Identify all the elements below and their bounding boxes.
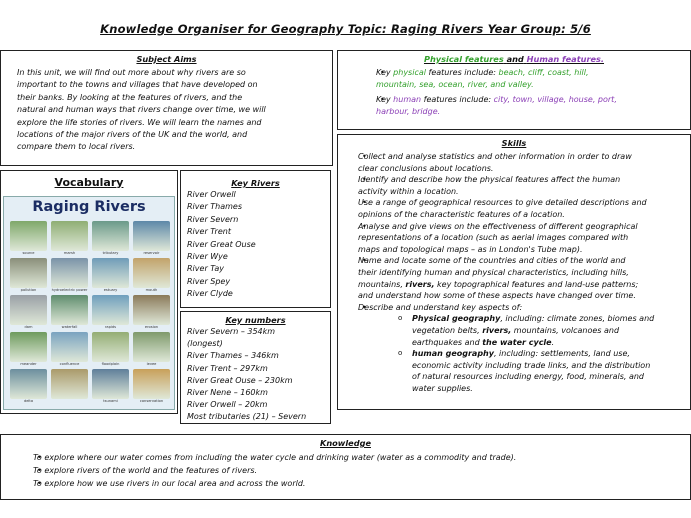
knowledge-heading: Knowledge (320, 438, 371, 448)
vocabulary-picture-tile (51, 221, 88, 251)
river-item: River Thames (187, 202, 243, 212)
raging-rivers-poster (3, 196, 175, 410)
skill-sub-item-human: o human geography, including: settlements, land use, economic activity including trade links, and the distribution of natural resources including energy, food, minerals, and water supplies. (412, 348, 691, 394)
vocabulary-tile-label: mouth (145, 288, 158, 292)
vocabulary-tile-label: levee (146, 362, 157, 366)
number-item: River Severn – 354km (187, 327, 276, 336)
vocabulary-picture-tile (92, 258, 129, 288)
vocabulary-picture-tile (10, 332, 47, 362)
river-item: River Spey (187, 276, 231, 286)
river-item: River Severn (187, 214, 239, 224)
vocabulary-picture-tile (92, 332, 129, 362)
vocabulary-picture-tile (51, 369, 88, 399)
page-title: Knowledge Organiser for Geography Topic: Raging Rivers Year Group: 5/6 (100, 22, 591, 36)
human-features-heading: Human features. (526, 54, 605, 64)
subject-aims-box (0, 50, 333, 166)
number-item: River Trent – 297km (187, 363, 268, 373)
vocabulary-heading: Vocabulary (54, 176, 124, 189)
number-item: River Orwell – 20km (187, 400, 268, 410)
aims-line: compare them to local rivers. (17, 142, 136, 152)
vocabulary-picture-tile (10, 369, 47, 399)
knowledge-item: • To explore how we use rivers in our local area and across the world. (33, 478, 691, 491)
river-item: River Trent (187, 227, 231, 237)
number-item: River Nene – 160km (187, 388, 268, 398)
aims-line: In this unit, we will find out more about why rivers are so (17, 68, 246, 77)
key-numbers-heading: Key numbers (225, 315, 286, 325)
vocabulary-tile-label: source (22, 251, 35, 255)
subject-aims-heading: Subject Aims (136, 54, 197, 64)
skills-list (340, 151, 691, 394)
features-heading (338, 54, 690, 64)
vocabulary-tile-label: estuary (103, 288, 118, 292)
knowledge-item: • To explore rivers of the world and the features of rivers. (33, 465, 691, 478)
features-box (337, 50, 691, 130)
skill-item: • Analyse and give views on the effectiveness of different geographical representations of a location (such as aerial images compared with maps and topological maps – as in London's Tube map). (358, 221, 691, 256)
vocabulary-tile-label: meander (20, 362, 37, 366)
knowledge-list (15, 452, 691, 490)
aims-line: explore the life stories of rivers. We will learn the names and (17, 117, 262, 127)
vocabulary-tile-label: reservoir (143, 251, 160, 255)
vocabulary-tile-label: delta (23, 399, 34, 403)
river-item: River Orwell (187, 190, 236, 199)
skills-heading: Skills (501, 138, 527, 148)
vocabulary-picture-tile (51, 295, 88, 325)
key-rivers-box (180, 170, 331, 308)
vocabulary-picture-tile (133, 369, 170, 399)
vocabulary-tile-label: pollution (20, 288, 37, 292)
aims-line: their banks. By looking at the features of rivers, and the (17, 92, 243, 102)
key-numbers-box (180, 311, 331, 424)
vocabulary-tile-label: rapids (104, 325, 117, 329)
key-rivers-heading: Key Rivers (231, 178, 280, 188)
knowledge-box (0, 434, 691, 500)
vocabulary-picture-tile (10, 295, 47, 325)
vocabulary-tile-label: tributary (102, 251, 119, 255)
vocabulary-tile-label: hydroelectric power (51, 288, 88, 292)
poster-title: Raging Rivers (32, 199, 146, 215)
vocabulary-tile-label: floodplain (101, 362, 120, 366)
vocabulary-picture-tile (92, 369, 129, 399)
vocabulary-picture-tile (133, 332, 170, 362)
skill-item: • Describe and understand key aspects of: o Physical geography, including: climate zones, biomes and vegetation belts, rivers, mountains, volcanoes and earthquakes and the water cycle. o human geography, including: settlements, land use, economic activity including trade links, and the distribution of natural resources including energy, food, minerals, and water supplies. (358, 302, 691, 395)
vocabulary-picture-tile (51, 332, 88, 362)
skill-sub-item-physical: o Physical geography, including: climate zones, biomes and vegetation belts, rivers, mountains, volcanoes and earthquakes and the water cycle. (412, 313, 691, 348)
key-numbers-list (187, 326, 306, 424)
skill-item: • Use a range of geographical resources to give detailed descriptions and opinions of the characteristic features of a location. (358, 197, 691, 220)
skill-item: • Name and locate some of the countries and cities of the world and their identifying human and physical characteristics, including hills, mountains, rivers, key topographical features and land-use patterns; and understand how some of these aspects have changed over time. (358, 255, 691, 301)
skill-sub-list (358, 313, 691, 394)
human-features-item: • Key human features include: city, town, village, house, port, harbour, bridge. (376, 94, 691, 119)
aims-line: locations of the major rivers of the UK and the world, and (17, 130, 248, 140)
knowledge-item: • To explore where our water comes from including the water cycle and drinking water (water as a commodity and trade). (33, 452, 691, 465)
vocabulary-picture-tile (51, 258, 88, 288)
aims-line: natural and human ways that rivers change over time, we will (17, 105, 266, 115)
vocabulary-tile-label: confluence (59, 362, 80, 366)
aims-line: important to the towns and villages that have developed on (17, 80, 258, 90)
river-item: River Wye (187, 252, 228, 262)
vocabulary-picture-tile (10, 258, 47, 288)
vocabulary-tile-label: tsunami (103, 399, 118, 403)
number-item: Most tributaries (21) – Severn (187, 412, 307, 422)
vocabulary-tile-label: erosion (144, 325, 159, 329)
subject-aims-text (17, 67, 329, 154)
vocabulary-tile-label: dam (24, 325, 33, 329)
river-item: River Clyde (187, 289, 233, 299)
vocabulary-picture-tile (133, 221, 170, 251)
vocabulary-tile-label: waterfall (61, 325, 78, 329)
vocabulary-picture-tile (92, 221, 129, 251)
vocabulary-picture-tile (10, 221, 47, 251)
river-item: River Tay (187, 264, 224, 274)
features-list (358, 67, 691, 119)
vocabulary-picture-tile (92, 295, 129, 325)
skills-box (337, 134, 691, 410)
skill-item: • Identify and describe how the physical features affect the human activity within a location. (358, 174, 691, 197)
number-item: River Thames – 346km (187, 351, 279, 361)
vocabulary-picture-tile (133, 258, 170, 288)
vocabulary-tile-label: marsh (63, 251, 76, 255)
number-item: (longest) (187, 339, 223, 349)
skill-item: • Collect and analyse statistics and other information in order to draw clear conclusions about locations. (358, 151, 691, 174)
physical-features-heading: Physical features (423, 54, 504, 64)
vocabulary-picture-tile (133, 295, 170, 325)
river-item: River Great Ouse (187, 239, 256, 249)
vocabulary-tile-label: conservation (139, 399, 164, 403)
number-item: River Great Ouse – 230km (187, 375, 293, 385)
key-rivers-list (187, 189, 256, 301)
heading-and: and (506, 54, 524, 64)
physical-features-item: • Key physical features include: beach, cliff, coast, hill, mountain, sea, ocean, river, and valley. (376, 67, 691, 92)
